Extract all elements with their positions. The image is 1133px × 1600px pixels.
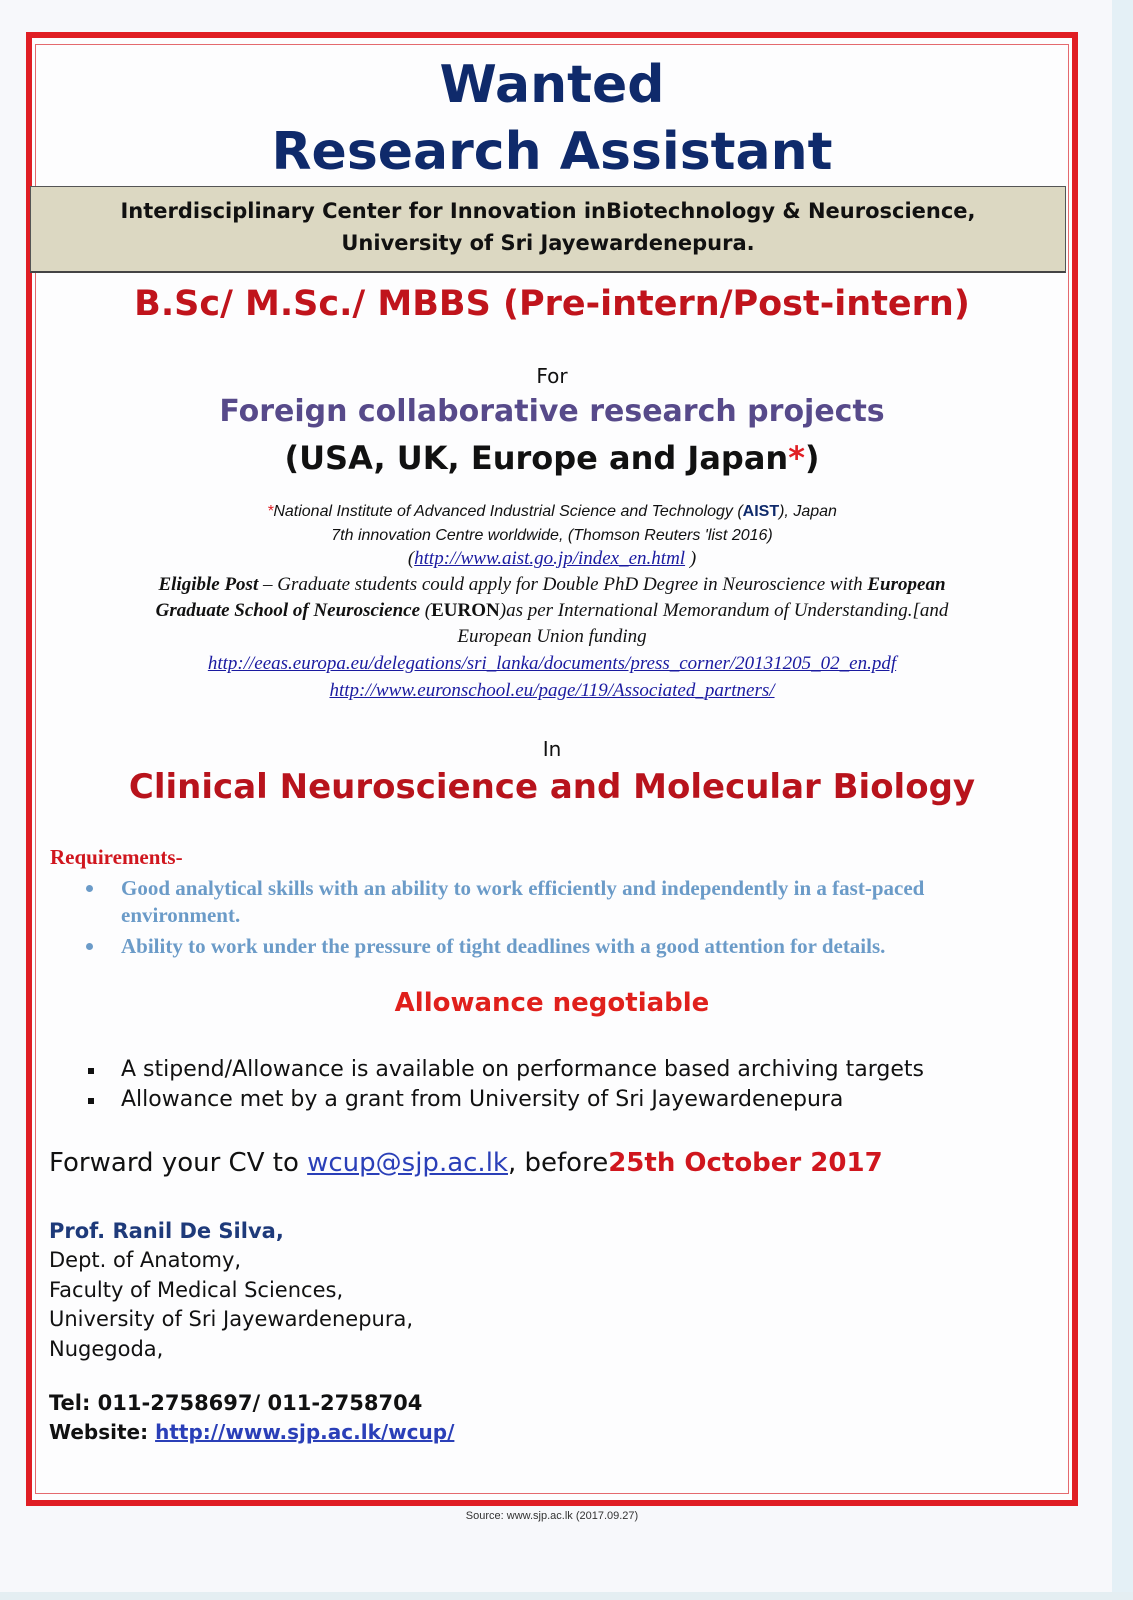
requirement-1-line2: environment. — [121, 903, 241, 927]
allowance-heading: Allowance negotiable — [394, 988, 710, 1018]
allowance-item-2: Allowance met by a grant from University of Sri Jayewardenepura — [121, 1087, 844, 1112]
projects-countries: (USA, UK, Europe and Japan*) — [284, 439, 820, 477]
bullet-icon — [86, 885, 93, 892]
eeas-link[interactable]: http://eeas.europa.eu/delegations/sri_lanka/documents/press_corner/20131205_02_en.pdf — [207, 653, 897, 674]
eligible-line1: Eligible Post – Graduate students could apply for Double PhD Degree in Neuroscience with European — [158, 574, 946, 595]
telephone: Tel: 011-2758697/ 011-2758704 — [49, 1391, 423, 1415]
aist-line1: *National Institute of Advanced Industrial Science and Technology (AIST), Japan — [267, 503, 837, 520]
eeas-link-line — [26, 653, 1078, 675]
square-bullet-icon — [88, 1068, 94, 1074]
contact-line: Nugegoda, — [49, 1337, 164, 1361]
contact-line: Dept. of Anatomy, — [49, 1248, 242, 1272]
institution-line2: University of Sri Jayewardenepura. — [341, 231, 755, 255]
projects-heading: Foreign collaborative research projects — [219, 394, 885, 429]
euron-link[interactable]: http://www.euronschool.eu/page/119/Associated_partners/ — [329, 680, 775, 701]
requirement-1-line1: Good analytical skills with an ability to work efficiently and independently in a fast-paced — [121, 876, 925, 900]
contact-line: University of Sri Jayewardenepura, — [49, 1307, 414, 1331]
eligible-line3: European Union funding — [457, 626, 647, 647]
institution-banner — [30, 186, 1066, 273]
bottom-edge-strip — [0, 1592, 1133, 1600]
aist-link[interactable]: http://www.aist.go.jp/index_en.html — [414, 548, 686, 569]
source-note: Source: www.sjp.ac.lk (2017.09.27) — [465, 1510, 639, 1522]
title-research-assistant: Research Assistant — [271, 122, 833, 182]
email-link[interactable]: wcup@sjp.ac.lk — [307, 1148, 508, 1178]
website-link[interactable]: http://www.sjp.ac.lk/wcup/ — [155, 1420, 455, 1444]
allowance-item-1: A stipend/Allowance is available on performance based archiving targets — [121, 1057, 924, 1082]
contact-line: Faculty of Medical Sciences, — [49, 1278, 344, 1302]
in-label: In — [542, 737, 562, 761]
forward-cv: Forward your CV to wcup@sjp.ac.lk, before25th October 2017 — [49, 1148, 883, 1178]
right-edge-strip — [1112, 0, 1133, 1600]
research-field: Clinical Neuroscience and Molecular Biology — [128, 767, 976, 807]
requirements-heading: Requirements- — [50, 845, 183, 869]
eligible-line2: Graduate School of Neuroscience (EURON)as per International Memorandum of Understanding.[and — [155, 600, 949, 621]
website-line: Website: http://www.sjp.ac.lk/wcup/ — [49, 1420, 455, 1444]
qualifications: B.Sc/ M.Sc./ MBBS (Pre-intern/Post-intern) — [134, 284, 970, 324]
requirement-2: Ability to work under the pressure of tight deadlines with a good attention for details. — [121, 934, 886, 958]
aist-link-line: (http://www.aist.go.jp/index_en.html ) — [407, 548, 697, 569]
bullet-icon — [86, 943, 93, 950]
title-wanted: Wanted — [439, 55, 665, 115]
institution-line1: Interdisciplinary Center for Innovation inBiotechnology & Neuroscience, — [120, 199, 976, 223]
contact-name: Prof. Ranil De Silva, — [49, 1219, 284, 1243]
aist-line2: 7th innovation Centre worldwide, (Thomson Reuters 'list 2016) — [331, 527, 773, 544]
square-bullet-icon — [88, 1098, 94, 1104]
for-label: For — [536, 364, 568, 388]
euron-link-line — [26, 680, 1078, 702]
